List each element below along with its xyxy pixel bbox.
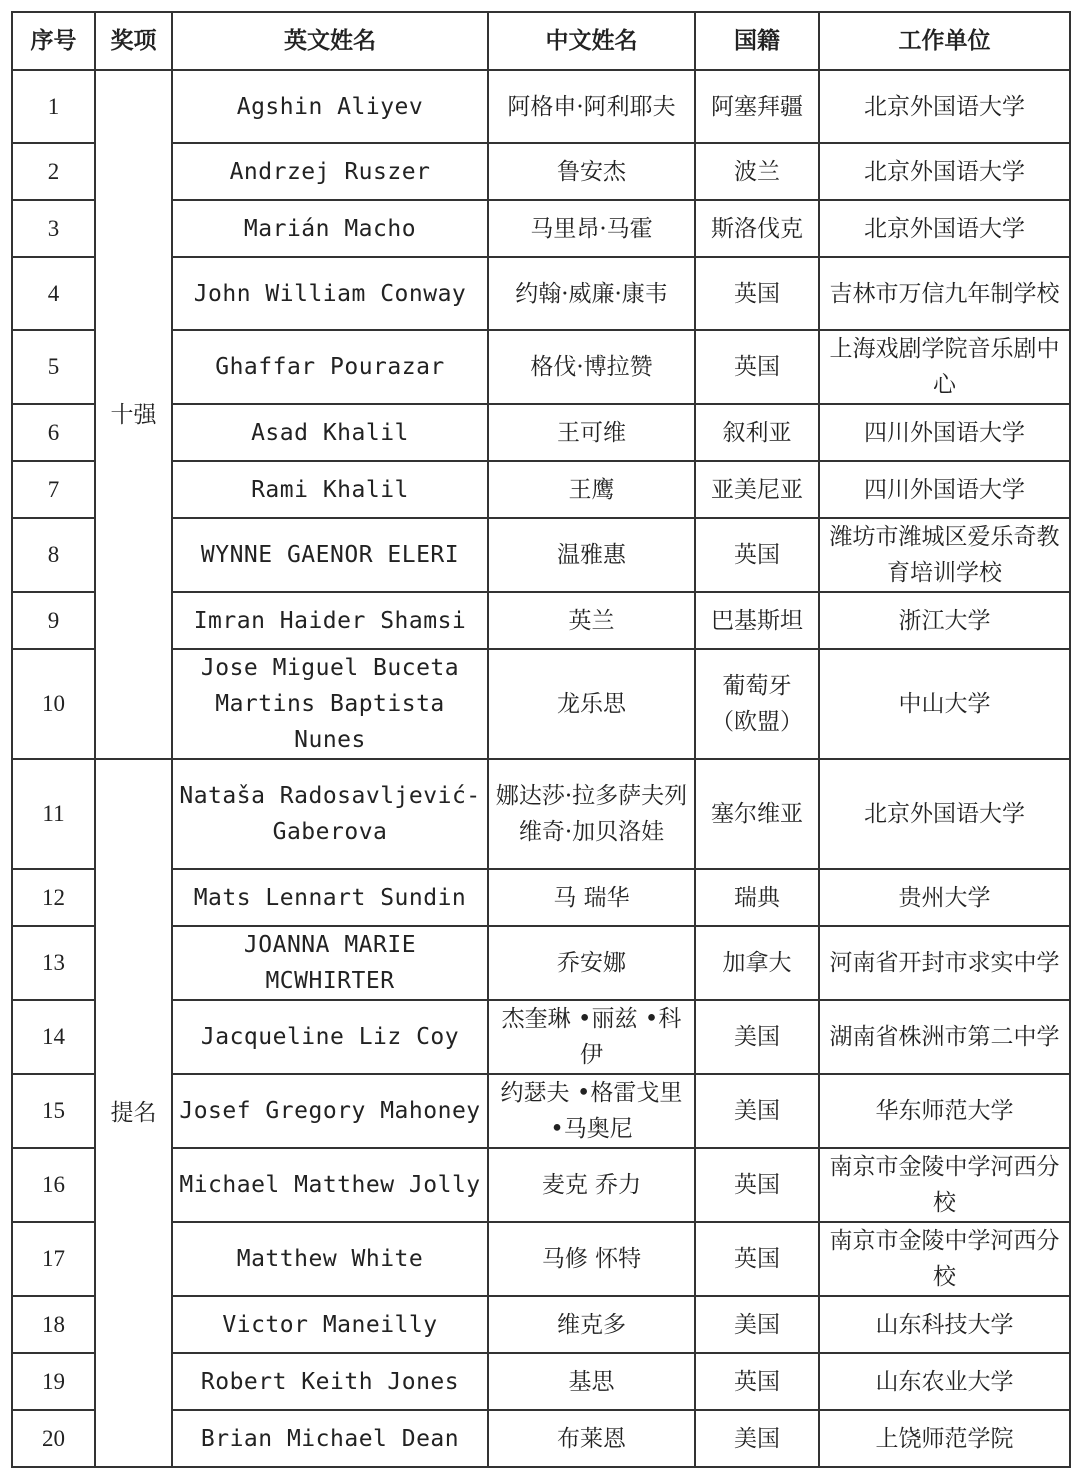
english-name: Jose Miguel Buceta Martins Baptista Nunes bbox=[172, 649, 488, 759]
nationality: 英国 bbox=[695, 518, 819, 592]
chinese-name: 阿格申·阿利耶夫 bbox=[488, 70, 695, 143]
nationality: 塞尔维亚 bbox=[695, 759, 819, 869]
nationality: 美国 bbox=[695, 1296, 819, 1353]
employer: 湖南省株洲市第二中学 bbox=[819, 1000, 1070, 1074]
english-name: Asad Khalil bbox=[172, 404, 488, 461]
employer: 华东师范大学 bbox=[819, 1074, 1070, 1148]
row-index: 3 bbox=[12, 200, 95, 257]
chinese-name: 布莱恩 bbox=[488, 1410, 695, 1467]
employer: 南京市金陵中学河西分校 bbox=[819, 1148, 1070, 1222]
employer: 山东农业大学 bbox=[819, 1353, 1070, 1410]
nationality: 英国 bbox=[695, 330, 819, 404]
employer: 中山大学 bbox=[819, 649, 1070, 759]
chinese-name: 约翰·威廉·康韦 bbox=[488, 257, 695, 330]
row-index: 7 bbox=[12, 461, 95, 518]
english-name: WYNNE GAENOR ELERI bbox=[172, 518, 488, 592]
nationality: 美国 bbox=[695, 1410, 819, 1467]
nationality: 斯洛伐克 bbox=[695, 200, 819, 257]
employer: 潍坊市潍城区爱乐奇教育培训学校 bbox=[819, 518, 1070, 592]
row-index: 6 bbox=[12, 404, 95, 461]
nationality: 英国 bbox=[695, 1148, 819, 1222]
employer: 北京外国语大学 bbox=[819, 70, 1070, 143]
row-index: 19 bbox=[12, 1353, 95, 1410]
employer: 上海戏剧学院音乐剧中心 bbox=[819, 330, 1070, 404]
employer: 南京市金陵中学河西分校 bbox=[819, 1222, 1070, 1296]
chinese-name: 英兰 bbox=[488, 592, 695, 649]
employer: 四川外国语大学 bbox=[819, 461, 1070, 518]
header-employer: 工作单位 bbox=[819, 12, 1070, 70]
nationality: 英国 bbox=[695, 1353, 819, 1410]
chinese-name: 龙乐思 bbox=[488, 649, 695, 759]
english-name: Josef Gregory Mahoney bbox=[172, 1074, 488, 1148]
english-name: Brian Michael Dean bbox=[172, 1410, 488, 1467]
row-index: 5 bbox=[12, 330, 95, 404]
english-name: Nataša Radosavljević-Gaberova bbox=[172, 759, 488, 869]
english-name: Jacqueline Liz Coy bbox=[172, 1000, 488, 1074]
header-chinese-name: 中文姓名 bbox=[488, 12, 695, 70]
nationality: 美国 bbox=[695, 1074, 819, 1148]
chinese-name: 娜达莎·拉多萨夫列维奇·加贝洛娃 bbox=[488, 759, 695, 869]
chinese-name: 鲁安杰 bbox=[488, 143, 695, 200]
awards-table bbox=[11, 11, 1071, 1468]
row-index: 17 bbox=[12, 1222, 95, 1296]
chinese-name: 杰奎琳 •丽兹 •科伊 bbox=[488, 1000, 695, 1074]
nationality: 瑞典 bbox=[695, 869, 819, 926]
english-name: Ghaffar Pourazar bbox=[172, 330, 488, 404]
employer: 北京外国语大学 bbox=[819, 200, 1070, 257]
row-index: 16 bbox=[12, 1148, 95, 1222]
nationality: 巴基斯坦 bbox=[695, 592, 819, 649]
row-index: 20 bbox=[12, 1410, 95, 1467]
header-row bbox=[12, 12, 1070, 70]
english-name: Michael Matthew Jolly bbox=[172, 1148, 488, 1222]
row-index: 11 bbox=[12, 759, 95, 869]
row-index: 1 bbox=[12, 70, 95, 143]
nationality: 英国 bbox=[695, 257, 819, 330]
english-name: Imran Haider Shamsi bbox=[172, 592, 488, 649]
employer: 北京外国语大学 bbox=[819, 143, 1070, 200]
english-name: Robert Keith Jones bbox=[172, 1353, 488, 1410]
english-name: Victor Maneilly bbox=[172, 1296, 488, 1353]
award-nominated: 提名 bbox=[95, 759, 172, 1467]
chinese-name: 基思 bbox=[488, 1353, 695, 1410]
english-name: Mats Lennart Sundin bbox=[172, 869, 488, 926]
nationality: 加拿大 bbox=[695, 926, 819, 1000]
header-nationality: 国籍 bbox=[695, 12, 819, 70]
employer: 北京外国语大学 bbox=[819, 759, 1070, 869]
nationality: 葡萄牙（欧盟） bbox=[695, 649, 819, 759]
english-name: Matthew White bbox=[172, 1222, 488, 1296]
row-index: 12 bbox=[12, 869, 95, 926]
english-name: JOANNA MARIE MCWHIRTER bbox=[172, 926, 488, 1000]
nationality: 美国 bbox=[695, 1000, 819, 1074]
chinese-name: 维克多 bbox=[488, 1296, 695, 1353]
chinese-name: 马 瑞华 bbox=[488, 869, 695, 926]
employer: 山东科技大学 bbox=[819, 1296, 1070, 1353]
row-index: 2 bbox=[12, 143, 95, 200]
employer: 四川外国语大学 bbox=[819, 404, 1070, 461]
nationality: 亚美尼亚 bbox=[695, 461, 819, 518]
nationality: 叙利亚 bbox=[695, 404, 819, 461]
chinese-name: 乔安娜 bbox=[488, 926, 695, 1000]
chinese-name: 王鹰 bbox=[488, 461, 695, 518]
header-english-name: 英文姓名 bbox=[172, 12, 488, 70]
row-index: 8 bbox=[12, 518, 95, 592]
chinese-name: 马修 怀特 bbox=[488, 1222, 695, 1296]
english-name: Andrzej Ruszer bbox=[172, 143, 488, 200]
row-index: 10 bbox=[12, 649, 95, 759]
table-row bbox=[12, 70, 1070, 143]
row-index: 14 bbox=[12, 1000, 95, 1074]
chinese-name: 格伐·博拉赞 bbox=[488, 330, 695, 404]
row-index: 13 bbox=[12, 926, 95, 1000]
employer: 浙江大学 bbox=[819, 592, 1070, 649]
chinese-name: 温雅惠 bbox=[488, 518, 695, 592]
english-name: Agshin Aliyev bbox=[172, 70, 488, 143]
nationality: 英国 bbox=[695, 1222, 819, 1296]
row-index: 15 bbox=[12, 1074, 95, 1148]
row-index: 9 bbox=[12, 592, 95, 649]
chinese-name: 麦克 乔力 bbox=[488, 1148, 695, 1222]
employer: 贵州大学 bbox=[819, 869, 1070, 926]
chinese-name: 马里昂·马霍 bbox=[488, 200, 695, 257]
chinese-name: 王可维 bbox=[488, 404, 695, 461]
row-index: 4 bbox=[12, 257, 95, 330]
english-name: Rami Khalil bbox=[172, 461, 488, 518]
nationality: 阿塞拜疆 bbox=[695, 70, 819, 143]
employer: 河南省开封市求实中学 bbox=[819, 926, 1070, 1000]
header-index: 序号 bbox=[12, 12, 95, 70]
english-name: Marián Macho bbox=[172, 200, 488, 257]
employer: 吉林市万信九年制学校 bbox=[819, 257, 1070, 330]
nationality: 波兰 bbox=[695, 143, 819, 200]
table-row bbox=[12, 759, 1070, 869]
english-name: John William Conway bbox=[172, 257, 488, 330]
row-index: 18 bbox=[12, 1296, 95, 1353]
award-top10: 十强 bbox=[95, 70, 172, 759]
header-award: 奖项 bbox=[95, 12, 172, 70]
chinese-name: 约瑟夫 •格雷戈里 •马奥尼 bbox=[488, 1074, 695, 1148]
employer: 上饶师范学院 bbox=[819, 1410, 1070, 1467]
